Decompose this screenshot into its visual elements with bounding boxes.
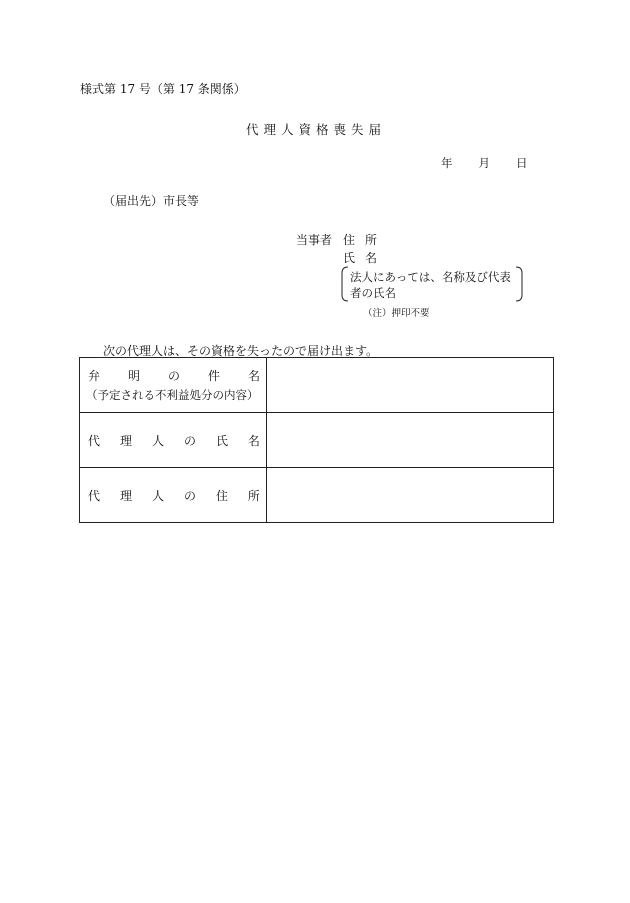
address-label: 住所	[343, 233, 388, 247]
label-cell	[80, 468, 267, 523]
agent-name-field[interactable]	[267, 413, 554, 468]
table-row	[80, 413, 554, 468]
name-label: 氏名	[343, 251, 388, 265]
date-year: 年	[441, 156, 453, 170]
hearing-subject-field[interactable]	[267, 358, 554, 413]
agent-address-field[interactable]	[267, 468, 554, 523]
label-char: 代	[88, 433, 101, 448]
label-char: の	[183, 433, 196, 448]
date-month: 月	[478, 156, 490, 170]
row-label	[80, 432, 266, 449]
label-char: 弁	[88, 369, 101, 383]
label-char: 住	[215, 488, 228, 503]
table-row	[80, 358, 554, 413]
label-char: の	[167, 369, 180, 383]
label-char: の	[183, 488, 196, 503]
row-label	[80, 367, 266, 384]
label-char: 件	[207, 369, 220, 383]
document-title: 代理人資格喪失届	[246, 122, 387, 137]
label-char: 氏	[215, 433, 228, 448]
row-sub-label: （予定される不利益処分の内容）	[86, 388, 259, 402]
date-line	[441, 155, 528, 171]
addressee: （届出先）市長等	[103, 194, 200, 208]
label-char: 所	[247, 488, 260, 503]
label-char: 理	[119, 433, 132, 448]
label-char: 明	[127, 369, 140, 383]
lead-text: 次の代理人は、その資格を失ったので届け出ます。	[103, 344, 379, 358]
label-char: 人	[151, 488, 164, 503]
label-char: 人	[151, 433, 164, 448]
seal-note: （注）押印不要	[363, 308, 430, 319]
form-table	[79, 357, 554, 523]
label-cell	[80, 413, 267, 468]
form-number: 様式第 17 号（第 17 条関係）	[80, 82, 246, 96]
row-label	[80, 487, 266, 504]
label-cell	[80, 358, 267, 413]
party-label: 当事者	[296, 233, 333, 247]
corporation-note: 法人にあっては、名称及び代表者の氏名	[350, 270, 511, 300]
label-char: 理	[119, 488, 132, 503]
label-char: 代	[88, 488, 101, 503]
label-char: 名	[247, 433, 260, 448]
table-row	[80, 468, 554, 523]
label-char: 名	[247, 369, 260, 383]
date-day: 日	[516, 156, 528, 170]
